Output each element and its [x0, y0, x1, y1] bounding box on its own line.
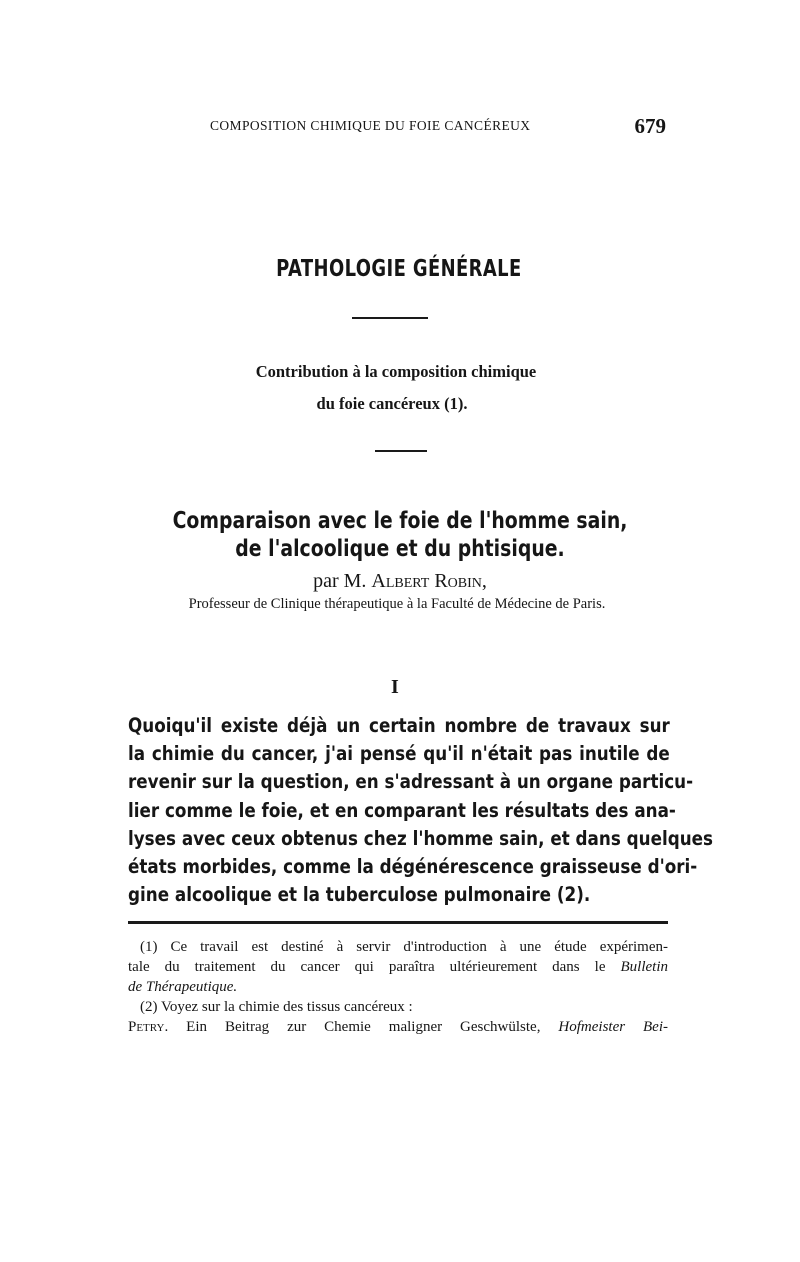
footnote-1-line: (1) Ce travail est destiné à servir d'introduction à une étude expérimen-: [140, 939, 668, 955]
byline-prefix: par M.: [313, 570, 372, 592]
divider-rule: [375, 450, 427, 452]
body-line: Quoiqu'il existe déjà un certain nombre de travaux sur: [128, 714, 670, 737]
section-numeral: I: [391, 676, 399, 698]
section-heading: PATHOLOGIE GÉNÉRALE: [276, 256, 522, 282]
footnote-1-line: [128, 957, 668, 977]
body-line: la chimie du cancer, j'ai pensé qu'il n'était pas inutile de: [128, 742, 670, 766]
author-affiliation: Professeur de Clinique thérapeutique à la Faculté de Médecine de Paris.: [188, 596, 606, 612]
body-line: lier comme le foie, et en comparant les résultats des ana-: [128, 798, 676, 822]
body-line: lyses avec ceux obtenus chez l'homme sain, et dans quelques: [128, 826, 714, 850]
journal-title: Hofmeister Bei-: [558, 1019, 669, 1035]
subtitle-line-1: Comparaison avec le foie de l'homme sain,: [172, 508, 628, 534]
body-line: gine alcoolique et la tuberculose pulmonaire (2).: [128, 883, 591, 907]
body-paragraph: [128, 712, 714, 909]
footnote-2-line: [128, 1017, 668, 1037]
author-name: Albert Robin,: [371, 570, 487, 592]
body-line: revenir sur la question, en s'adressant à un organe particu-: [128, 770, 694, 794]
footnote-2-line: (2) Voyez sur la chimie des tissus cancéreux :: [140, 999, 413, 1015]
contribution-title-line-1: Contribution à la composition chimique: [255, 362, 537, 381]
footnote-text: Ein Beitrag zur Chemie maligner Geschwülste,: [168, 1019, 559, 1035]
page-number: 679: [634, 114, 666, 138]
running-head: [128, 116, 668, 140]
contribution-title-line-2: du foie cancéreux (1).: [316, 394, 468, 413]
footnotes: [128, 937, 668, 1037]
subtitle-line-2: de l'alcoolique et du phtisique.: [235, 536, 565, 562]
footnote-1-line: de Thérapeutique.: [128, 979, 238, 995]
cited-author: Petry.: [128, 1019, 169, 1035]
journal-title: Bulletin: [620, 959, 668, 975]
divider-rule: [352, 317, 428, 319]
body-line: états morbides, comme la dégénérescence graisseuse d'ori-: [128, 854, 698, 878]
footnote-text: tale du traitement du cancer qui paraîtra ultérieurement dans le: [128, 959, 621, 975]
footnote-separator: [128, 921, 668, 924]
author-byline: [0, 570, 800, 593]
running-title: COMPOSITION CHIMIQUE DU FOIE CANCÉREUX: [210, 118, 531, 133]
